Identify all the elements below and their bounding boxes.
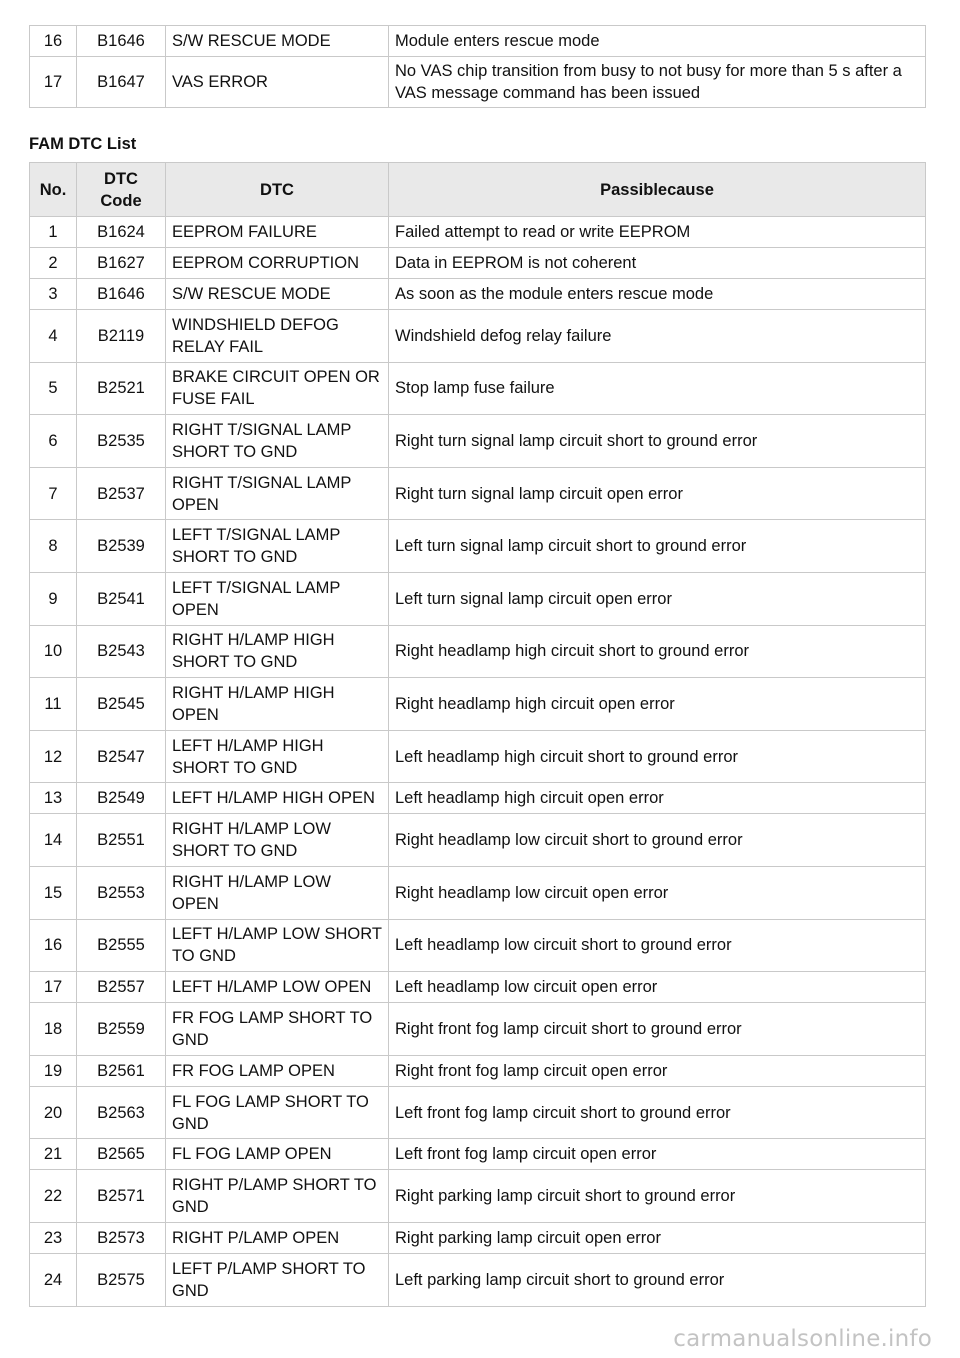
cell-no: 5 (30, 362, 77, 415)
cell-dtc: RIGHT T/SIGNAL LAMP OPEN (166, 467, 389, 520)
cell-no: 8 (30, 520, 77, 573)
table-row (30, 730, 926, 783)
cell-cause: Right turn signal lamp circuit short to ground error (389, 415, 926, 468)
cell-dtc: EEPROM CORRUPTION (166, 248, 389, 279)
table-row (30, 866, 926, 919)
cell-dtc-code: B2563 (77, 1086, 166, 1139)
cell-cause: Right turn signal lamp circuit open error (389, 467, 926, 520)
cell-dtc-code: B2539 (77, 520, 166, 573)
table-row (30, 467, 926, 520)
cell-cause: Right headlamp low circuit short to ground error (389, 814, 926, 867)
cell-no: 2 (30, 248, 77, 279)
cell-cause: Right parking lamp circuit open error (389, 1222, 926, 1253)
table-row (30, 310, 926, 363)
cell-dtc-code: B2559 (77, 1003, 166, 1056)
table-row (30, 625, 926, 678)
cell-no: 19 (30, 1055, 77, 1086)
table-row (30, 1170, 926, 1223)
cell-dtc: RIGHT H/LAMP HIGH SHORT TO GND (166, 625, 389, 678)
cell-cause: Windshield defog relay failure (389, 310, 926, 363)
table-row (30, 217, 926, 248)
table-header-row (30, 163, 926, 217)
cell-dtc-code: B2541 (77, 572, 166, 625)
cell-dtc-code: B2553 (77, 866, 166, 919)
fam-dtc-table (29, 162, 926, 1307)
table-row (30, 1055, 926, 1086)
cell-cause: Left headlamp low circuit short to ground error (389, 919, 926, 972)
cell-cause: No VAS chip transition from busy to not busy for more than 5 s after a VAS message command has been issued (389, 57, 926, 108)
cell-dtc-code: B1646 (77, 279, 166, 310)
table-row (30, 678, 926, 731)
cell-cause: Right headlamp low circuit open error (389, 866, 926, 919)
cell-dtc: RIGHT P/LAMP SHORT TO GND (166, 1170, 389, 1223)
table-row (30, 1086, 926, 1139)
cell-no: 10 (30, 625, 77, 678)
cell-dtc-code: B1627 (77, 248, 166, 279)
cell-dtc-code: B2537 (77, 467, 166, 520)
cell-dtc-code: B2573 (77, 1222, 166, 1253)
cell-dtc: VAS ERROR (166, 57, 389, 108)
cell-dtc-code: B2521 (77, 362, 166, 415)
cell-no: 4 (30, 310, 77, 363)
cell-no: 17 (30, 57, 77, 108)
fam-dtc-table-body (30, 217, 926, 1307)
cell-dtc: FR FOG LAMP SHORT TO GND (166, 1003, 389, 1056)
table-row (30, 1003, 926, 1056)
cell-cause: Left headlamp high circuit short to ground error (389, 730, 926, 783)
cell-dtc: FL FOG LAMP OPEN (166, 1139, 389, 1170)
cell-dtc-code: B2571 (77, 1170, 166, 1223)
cell-dtc-code: B1624 (77, 217, 166, 248)
cell-dtc: LEFT P/LAMP SHORT TO GND (166, 1253, 389, 1306)
cell-no: 23 (30, 1222, 77, 1253)
cell-cause: Left turn signal lamp circuit open error (389, 572, 926, 625)
table-row (30, 814, 926, 867)
table-row (30, 1253, 926, 1306)
cell-cause: Right front fog lamp circuit short to ground error (389, 1003, 926, 1056)
cell-dtc: LEFT T/SIGNAL LAMP SHORT TO GND (166, 520, 389, 573)
table-row (30, 520, 926, 573)
table-row (30, 279, 926, 310)
cell-dtc-code: B1647 (77, 57, 166, 108)
table-row (30, 1139, 926, 1170)
cell-no: 17 (30, 972, 77, 1003)
cell-dtc: LEFT H/LAMP HIGH SHORT TO GND (166, 730, 389, 783)
cell-dtc: RIGHT H/LAMP LOW SHORT TO GND (166, 814, 389, 867)
cell-no: 15 (30, 866, 77, 919)
cell-cause: Data in EEPROM is not coherent (389, 248, 926, 279)
cell-cause: Right headlamp high circuit short to ground error (389, 625, 926, 678)
cell-no: 9 (30, 572, 77, 625)
cell-dtc-code: B2543 (77, 625, 166, 678)
cell-no: 16 (30, 26, 77, 57)
cell-dtc: S/W RESCUE MODE (166, 26, 389, 57)
cell-no: 13 (30, 783, 77, 814)
cell-dtc: BRAKE CIRCUIT OPEN OR FUSE FAIL (166, 362, 389, 415)
cell-cause: Module enters rescue mode (389, 26, 926, 57)
cell-no: 12 (30, 730, 77, 783)
cell-dtc-code: B2535 (77, 415, 166, 468)
cell-cause: Left turn signal lamp circuit short to ground error (389, 520, 926, 573)
cell-dtc-code: B2555 (77, 919, 166, 972)
previous-dtc-table-continued (29, 25, 926, 108)
cell-no: 1 (30, 217, 77, 248)
cell-no: 7 (30, 467, 77, 520)
cell-dtc: S/W RESCUE MODE (166, 279, 389, 310)
cell-cause: Left front fog lamp circuit short to ground error (389, 1086, 926, 1139)
cell-dtc: LEFT H/LAMP HIGH OPEN (166, 783, 389, 814)
cell-cause: Right headlamp high circuit open error (389, 678, 926, 731)
cell-cause: Left headlamp high circuit open error (389, 783, 926, 814)
section-title: FAM DTC List (29, 135, 137, 153)
cell-dtc-code: B2575 (77, 1253, 166, 1306)
cell-dtc-code: B1646 (77, 26, 166, 57)
cell-dtc: LEFT H/LAMP LOW OPEN (166, 972, 389, 1003)
cell-cause: Left front fog lamp circuit open error (389, 1139, 926, 1170)
header-dtc-code: DTC Code (77, 163, 166, 217)
cell-no: 20 (30, 1086, 77, 1139)
cell-dtc: RIGHT H/LAMP HIGH OPEN (166, 678, 389, 731)
cell-no: 16 (30, 919, 77, 972)
cell-dtc: RIGHT H/LAMP LOW OPEN (166, 866, 389, 919)
cell-cause: Left headlamp low circuit open error (389, 972, 926, 1003)
cell-dtc: FL FOG LAMP SHORT TO GND (166, 1086, 389, 1139)
cell-dtc: WINDSHIELD DEFOG RELAY FAIL (166, 310, 389, 363)
cell-dtc-code: B2119 (77, 310, 166, 363)
cell-cause: Stop lamp fuse failure (389, 362, 926, 415)
cell-no: 22 (30, 1170, 77, 1223)
table-row (30, 972, 926, 1003)
cell-dtc-code: B2561 (77, 1055, 166, 1086)
watermark: carmanualsonline.info (673, 1326, 932, 1352)
cell-dtc: RIGHT P/LAMP OPEN (166, 1222, 389, 1253)
cell-cause: Right front fog lamp circuit open error (389, 1055, 926, 1086)
cell-dtc-code: B2565 (77, 1139, 166, 1170)
header-cause: Passiblecause (389, 163, 926, 217)
cell-dtc-code: B2549 (77, 783, 166, 814)
table-row (30, 57, 926, 108)
cell-dtc-code: B2547 (77, 730, 166, 783)
cell-dtc: LEFT H/LAMP LOW SHORT TO GND (166, 919, 389, 972)
cell-no: 11 (30, 678, 77, 731)
cell-cause: As soon as the module enters rescue mode (389, 279, 926, 310)
table-row (30, 783, 926, 814)
cell-no: 18 (30, 1003, 77, 1056)
header-no: No. (30, 163, 77, 217)
cell-no: 24 (30, 1253, 77, 1306)
table-row (30, 1222, 926, 1253)
cell-dtc-code: B2551 (77, 814, 166, 867)
table-row (30, 919, 926, 972)
header-dtc: DTC (166, 163, 389, 217)
cell-dtc-code: B2557 (77, 972, 166, 1003)
cell-dtc: LEFT T/SIGNAL LAMP OPEN (166, 572, 389, 625)
table-row (30, 26, 926, 57)
table-row (30, 415, 926, 468)
cell-dtc: RIGHT T/SIGNAL LAMP SHORT TO GND (166, 415, 389, 468)
cell-dtc: EEPROM FAILURE (166, 217, 389, 248)
cell-no: 6 (30, 415, 77, 468)
cell-cause: Right parking lamp circuit short to ground error (389, 1170, 926, 1223)
cell-dtc-code: B2545 (77, 678, 166, 731)
cell-cause: Failed attempt to read or write EEPROM (389, 217, 926, 248)
table-row (30, 572, 926, 625)
cell-cause: Left parking lamp circuit short to ground error (389, 1253, 926, 1306)
cell-no: 14 (30, 814, 77, 867)
cell-no: 3 (30, 279, 77, 310)
cell-dtc: FR FOG LAMP OPEN (166, 1055, 389, 1086)
cell-no: 21 (30, 1139, 77, 1170)
table-row (30, 362, 926, 415)
table-row (30, 248, 926, 279)
